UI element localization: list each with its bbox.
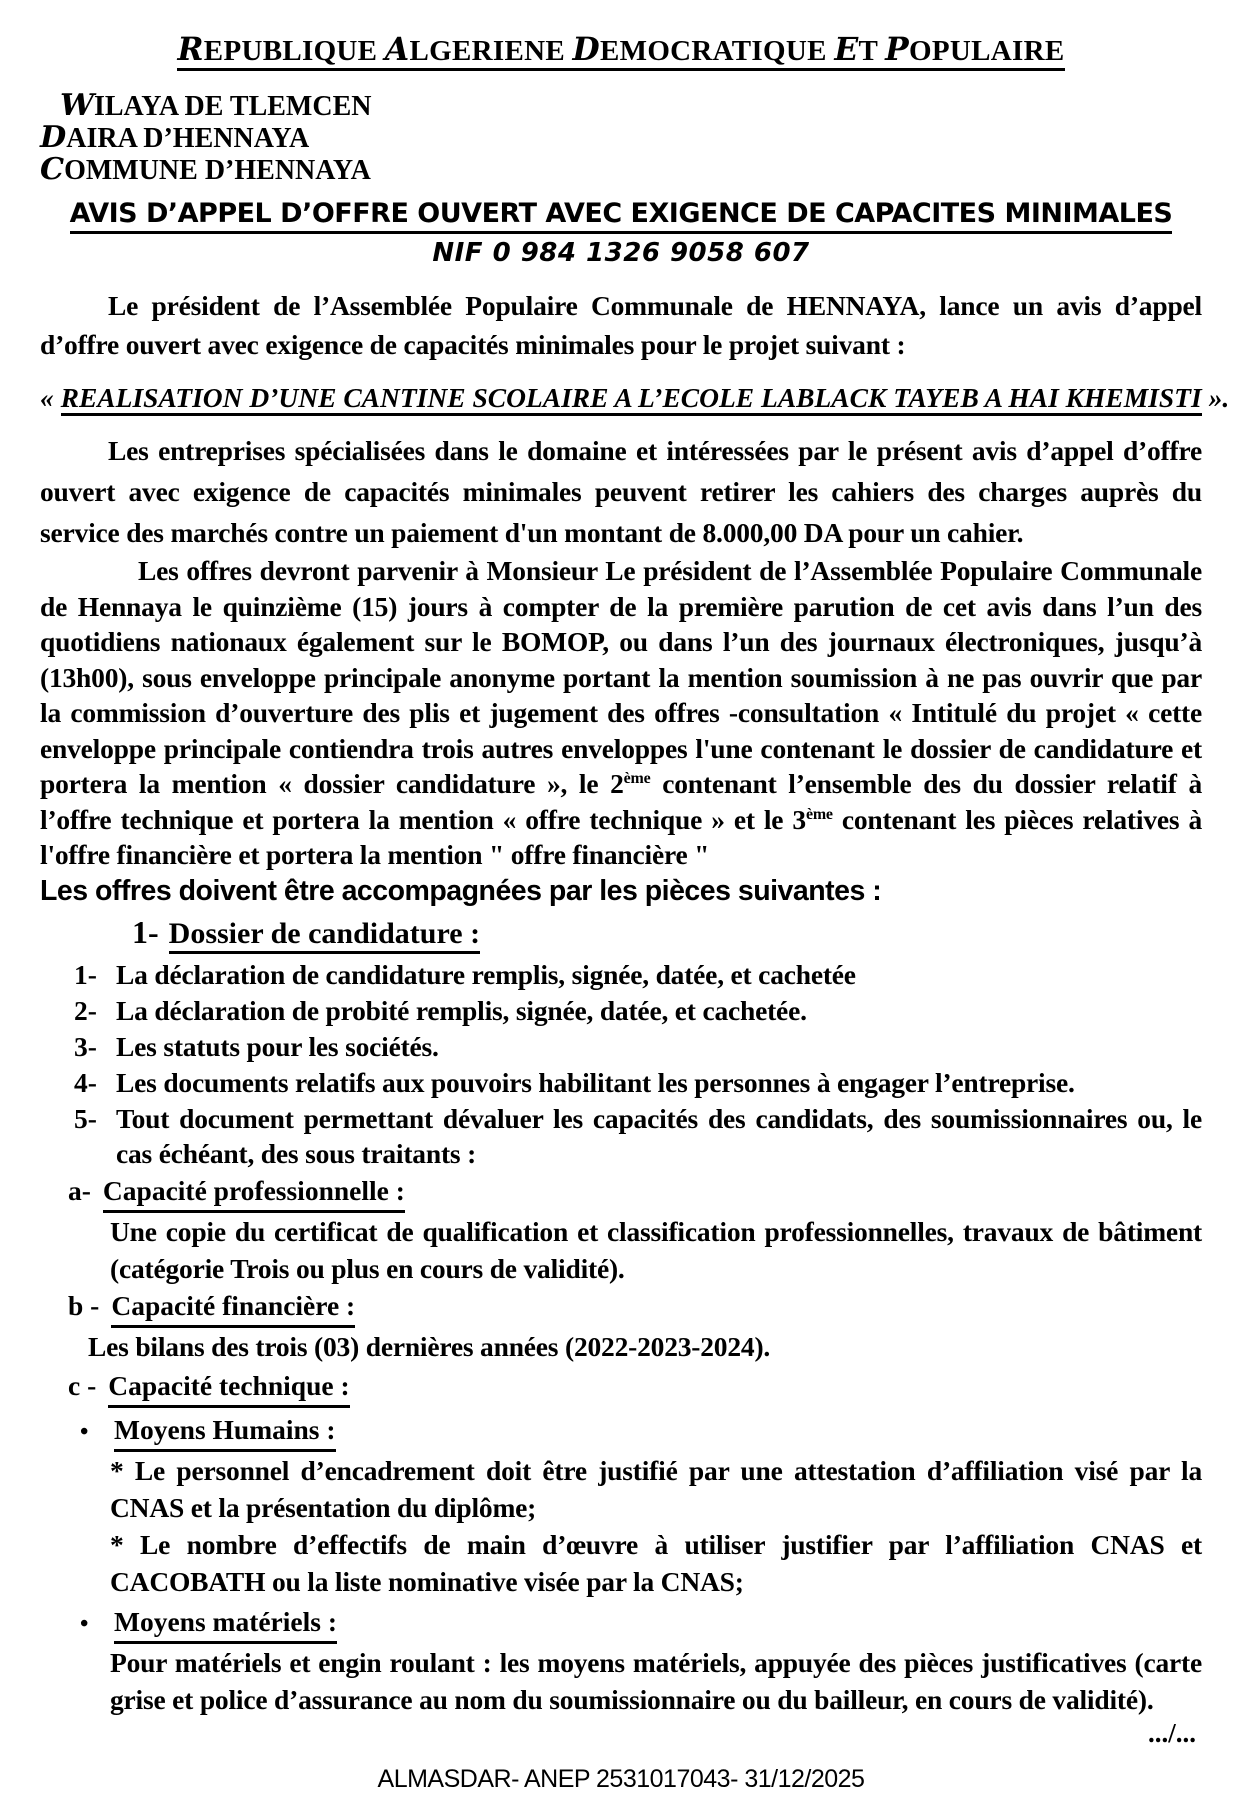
- list-item: [74, 1101, 1202, 1171]
- dossier-marker: 1-: [132, 913, 159, 950]
- intro-paragraph: Le président de l’Assemblée Populaire Communale de HENNAYA, lance un avis d’appel d’offre ouvert avec exigence de capacités minimales pour le projet suivant :: [40, 290, 1202, 360]
- moyens-humains-heading: [80, 1411, 1202, 1452]
- capacity-b-label: Capacité financière :: [111, 1288, 355, 1328]
- moyens-humains-label: Moyens Humains :: [114, 1411, 336, 1452]
- list-marker: 2-: [74, 994, 97, 1026]
- moyens-materiels-para: Pour matériels et engin roulant : les moyens matériels, appuyée des pièces justificatives (carte grise et police d’assurance au nom du soumissionnaire ou du bailleur, en cours de validité).: [110, 1646, 1202, 1715]
- notice-title-wrap: [40, 198, 1202, 229]
- commune-line: COMMUNE D’HENNAYA: [40, 152, 371, 187]
- list-marker: 1-: [74, 958, 97, 990]
- anep-footer-line: ALMASDAR- ANEP 2531017043- 31/12/2025: [377, 1764, 865, 1793]
- moyens-materiels-label: Moyens matériels :: [114, 1603, 337, 1644]
- list-text: Les statuts pour les sociétés.: [116, 1030, 439, 1062]
- list-item: [74, 993, 1202, 1028]
- capacity-a-marker: a-: [68, 1174, 91, 1206]
- list-text: Tout document permettant dévaluer les capacités des candidats, des soumissionnaires ou, le cas échéant, des sous traitants :: [116, 1102, 1202, 1169]
- dossier-label: Dossier de candidature :: [169, 917, 480, 954]
- list-marker: 3-: [74, 1030, 97, 1062]
- paragraph-offres: Les offres devront parvenir à Monsieur Le président de l’Assemblée Populaire Communale de Hennaya le quinzième (15) jours à compter de la première parution de cet avis dans l’un des quotidiens nationaux également sur le BOMOP, ou dans l’un des journaux électroniques, jusqu’à (13h00), sous enveloppe principale anonyme portant la mention soumission à ne pas ouvrir que par la commission d’ouverture des plis et jugement des offres -consultation « Intitulé du projet « cette enveloppe principale contiendra trois autres enveloppes l'une contenant le dossier de candidature et portera la mention « dossier candidature », le 2ème contenant l’ensemble des du dossier relatif à l’offre technique et portera la mention « offre technique » et le 3ème contenant les pièces relatives à l'offre financière et portera la mention " offre financière ": [40, 555, 1203, 870]
- list-item: [74, 1029, 1202, 1064]
- moyens-materiels-heading: [80, 1603, 1202, 1644]
- capacity-b-heading: [68, 1288, 1202, 1328]
- list-marker: 5-: [74, 1102, 97, 1134]
- moyens-humains-para-1: * Le personnel d’encadrement doit être justifié par une attestation d’affiliation visé par la CNAS et la présentation du diplôme;: [110, 1454, 1202, 1523]
- nif-line: NIF 0 984 1326 9058 607: [432, 238, 810, 268]
- agency-block: [40, 90, 1202, 186]
- capacity-c-label: Capacité technique :: [108, 1368, 349, 1408]
- capacity-b-marker: b -: [68, 1289, 100, 1321]
- list-item: [74, 957, 1202, 992]
- project-open-quote: «: [40, 382, 61, 413]
- capacity-a-heading: [68, 1173, 1202, 1213]
- dossier-heading: [132, 914, 1202, 951]
- project-title: REALISATION D’UNE CANTINE SCOLAIRE A L’ECOLE LABLACK TAYEB A HAI KHEMISTI: [61, 382, 1202, 416]
- bullet-icon: •: [80, 1418, 89, 1445]
- pieces-heading: Les offres doivent être accompagnées par les pièces suivantes :: [40, 874, 882, 907]
- daira-line: DAIRA D’HENNAYA: [40, 120, 310, 155]
- list-text: Les documents relatifs aux pouvoirs habilitant les personnes à engager l’entreprise.: [116, 1066, 1075, 1098]
- republic-title: REPUBLIQUE ALGERIENE DEMOCRATIQUE ET POPULAIRE: [40, 32, 1202, 68]
- project-close-quote: ».: [1201, 382, 1230, 413]
- list-marker: 4-: [74, 1066, 97, 1098]
- moyens-humains-para-2: * Le nombre d’effectifs de main d’œuvre à utiliser justifier par l’affiliation CNAS et CACOBATH ou la liste nominative visée par la CNAS;: [110, 1528, 1202, 1597]
- list-item: [74, 1065, 1202, 1100]
- capacity-a-label: Capacité professionnelle :: [103, 1173, 405, 1213]
- capacity-c-marker: c -: [68, 1369, 97, 1401]
- notice-title: AVIS D’APPEL D’OFFRE OUVERT AVEC EXIGENCE DE CAPACITES MINIMALES: [70, 198, 1173, 234]
- wilaya-line: WILAYA DE TLEMCEN: [60, 88, 372, 123]
- candidature-list: [40, 957, 1202, 1172]
- list-text: La déclaration de candidature remplis, signée, datée, et cachetée: [116, 958, 856, 990]
- capacity-c-heading: [68, 1368, 1202, 1408]
- bullet-icon: •: [80, 1610, 89, 1637]
- paragraph-retrait: Les entreprises spécialisées dans le domaine et intéressées par le présent avis d’appel d’offre ouvert avec exigence de capacités minimales peuvent retirer les cahiers des charges auprès du service des marchés contre un paiement d'un montant de 8.000,00 DA pour un cahier.: [40, 435, 1202, 548]
- continuation-dots: .../...: [1147, 1717, 1196, 1748]
- project-title-line: [40, 382, 1230, 414]
- list-text: La déclaration de probité remplis, signée, datée, et cachetée.: [116, 994, 807, 1026]
- capacity-a-body: Une copie du certificat de qualification et classification professionnelles, travaux de bâtiment (catégorie Trois ou plus en cours de validité).: [110, 1215, 1202, 1284]
- page-tail: [40, 1718, 1202, 1794]
- capacity-b-body: Les bilans des trois (03) dernières années (2022-2023-2024).: [88, 1330, 771, 1362]
